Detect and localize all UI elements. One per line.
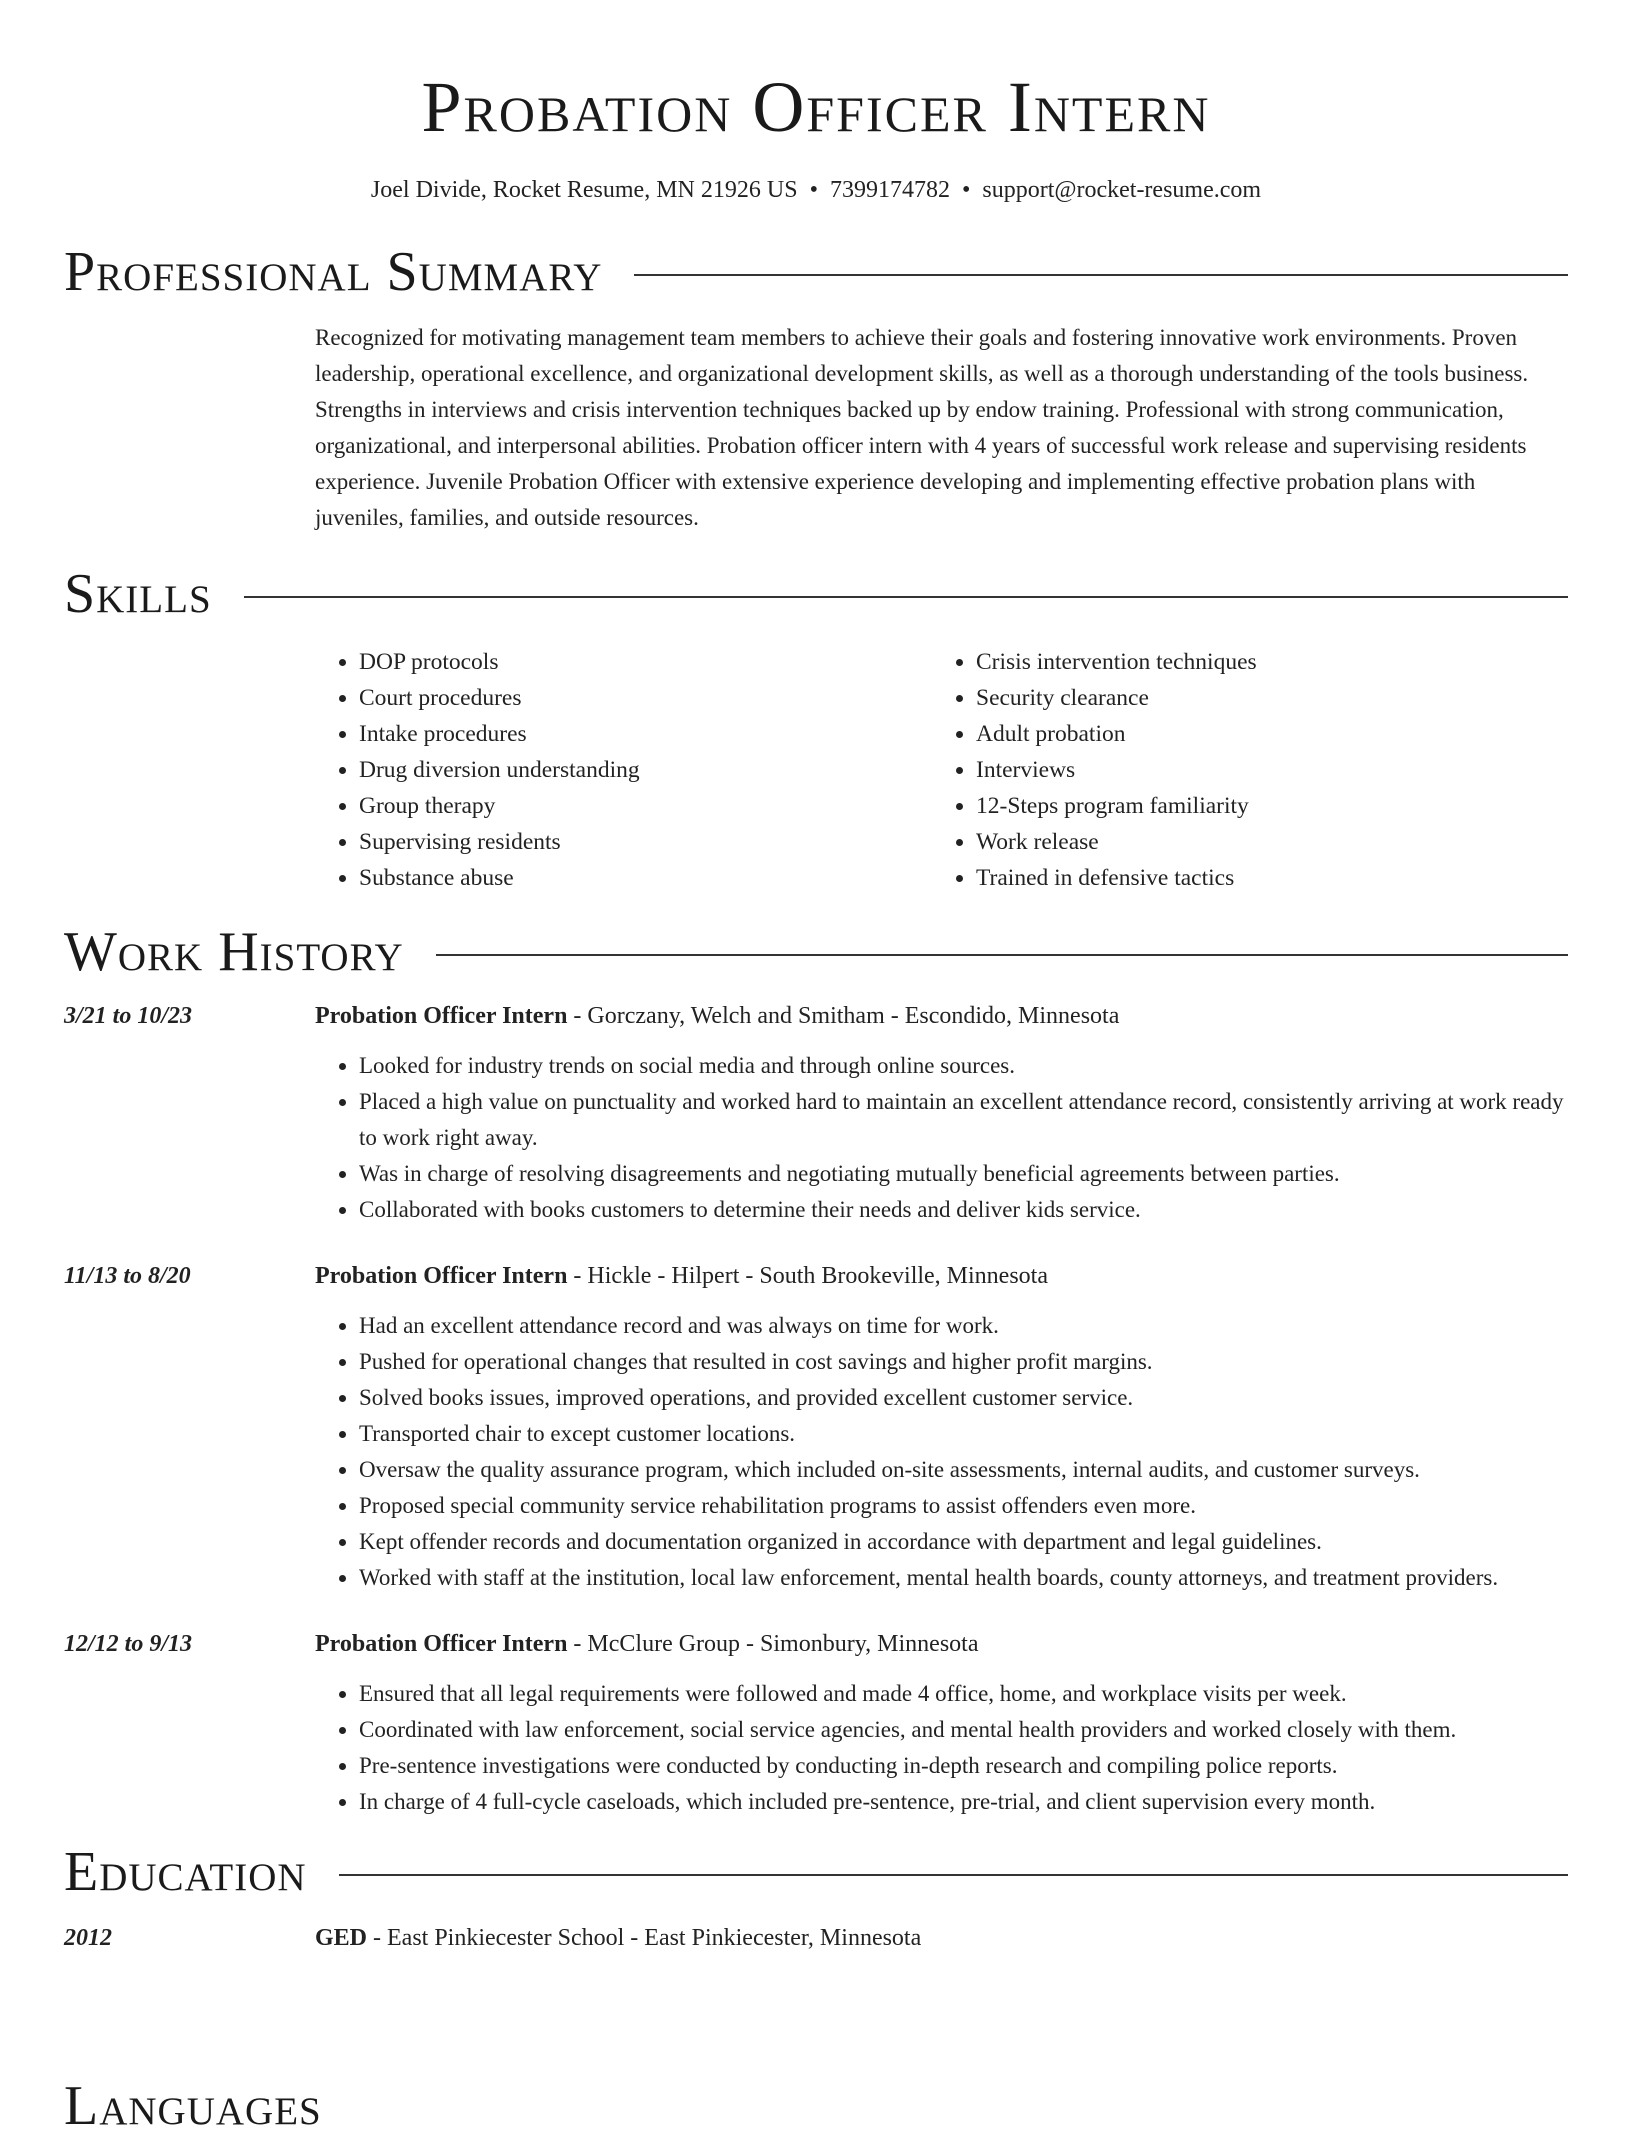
job-header [64,1000,1568,1032]
job-bullet: • Had an excellent attendance record and was always on time for work. [359,1308,1568,1344]
job-bullet: • Placed a high value on punctuality and worked hard to maintain an excellent attendance record, consistently arriving at work ready to work right away. [359,1084,1568,1156]
skill-item: • Security clearance [976,680,1549,716]
skill-item: • Substance abuse [359,860,932,896]
job-bullet: • Looked for industry trends on social media and through online sources. [359,1048,1568,1084]
job-bullet: • Transported chair to except customer locations. [359,1416,1568,1452]
education-line [315,1922,921,1954]
education-entry [64,1922,1568,1954]
skill-item: • Group therapy [359,788,932,824]
skills-column-left [315,644,932,896]
skill-item: • DOP protocols [359,644,932,680]
job-entry [64,1628,1568,1820]
skill-item: • Drug diversion understanding [359,752,932,788]
skill-item: • 12-Steps program familiarity [976,788,1549,824]
skills-list [315,644,1568,896]
job-bullet: • Kept offender records and documentation organized in accordance with department and legal guidelines. [359,1524,1568,1560]
skill-item: • Trained in defensive tactics [976,860,1549,896]
job-bullet: • Was in charge of resolving disagreements and negotiating mutually beneficial agreements between parties. [359,1156,1568,1192]
job-bullets [315,1676,1568,1820]
contact-phone: 7399174782 [829,177,950,203]
resume-title: Probation Officer Intern [421,67,1211,147]
job-title-line [315,1260,1048,1292]
section-divider [244,596,1568,598]
job-bullets [315,1308,1568,1596]
job-title: Probation Officer Intern [315,1631,568,1657]
contact-address: Joel Divide, Rocket Resume, MN 21926 US [370,177,798,203]
job-company: - Gorczany, Welch and Smitham - Escondido, Minnesota [567,1003,1120,1029]
job-bullets [315,1048,1568,1228]
section-divider [339,1874,1568,1876]
skill-item: • Interviews [976,752,1549,788]
skills-heading: Skills [64,563,212,625]
skill-item: • Crisis intervention techniques [976,644,1549,680]
contact-separator: • [809,177,818,203]
job-bullet: • Proposed special community service rehabilitation programs to assist offenders even more. [359,1488,1568,1524]
job-bullet: • In charge of 4 full-cycle caseloads, which included pre-sentence, pre-trial, and client supervision every month. [359,1784,1568,1820]
job-title: Probation Officer Intern [315,1263,568,1289]
job-bullet: • Pre-sentence investigations were conducted by conducting in-depth research and compiling police reports. [359,1748,1568,1784]
job-date: 11/13 to 8/20 [64,1263,191,1289]
contact-separator: • [961,177,971,203]
skill-item: • Work release [976,824,1549,860]
skills-column-right [932,644,1549,896]
section-divider [634,274,1568,276]
job-entry [64,1000,1568,1228]
education-year: 2012 [64,1925,112,1951]
job-header [64,1260,1568,1292]
job-entry [64,1260,1568,1596]
summary-text: Recognized for motivating management team members to achieve their goals and fostering innovative work environments. Proven leadership, operational excellence, and organizational development skills, as well as a thorough understanding of the tools business. Strengths in interviews and crisis intervention techniques backed up by endow training. Professional with strong communication, organizational, and interpersonal abilities. Probation officer intern with 4 years of successful work release and supervising residents experience. Juvenile Probation Officer with extensive experience developing and implementing effective probation plans with juveniles, families, and outside resources. [315,325,1529,530]
job-company: - Hickle - Hilpert - South Brookeville, Minnesota [567,1263,1048,1289]
section-divider [436,954,1568,956]
job-company: - McClure Group - Simonbury, Minnesota [567,1631,979,1657]
job-header [64,1628,1568,1660]
job-bullet: • Worked with staff at the institution, local law enforcement, mental health boards, county attorneys, and treatment providers. [359,1560,1568,1596]
education-heading: Education [64,1841,307,1903]
summary-section-header [64,242,1568,302]
job-bullet: • Ensured that all legal requirements were followed and made 4 office, home, and workplace visits per week. [359,1676,1568,1712]
skills-section-header [64,564,1568,624]
job-bullet: • Oversaw the quality assurance program, which included on-site assessments, internal audits, and customer surveys. [359,1452,1568,1488]
education-degree: GED [315,1925,368,1951]
job-title-line [315,1000,1119,1032]
skill-item: • Intake procedures [359,716,932,752]
work-section-header [64,922,1568,982]
job-bullet: • Solved books issues, improved operations, and provided excellent customer service. [359,1380,1568,1416]
summary-heading: Professional Summary [64,241,603,303]
skill-item: • Adult probation [976,716,1549,752]
job-title-line [315,1628,978,1660]
skill-item: • Court procedures [359,680,932,716]
resume-page [64,0,1568,2137]
skill-item: • Supervising residents [359,824,932,860]
job-bullet: • Pushed for operational changes that resulted in cost savings and higher profit margins. [359,1344,1568,1380]
contact-email[interactable]: support@rocket-resume.com [982,177,1262,203]
job-bullet: • Coordinated with law enforcement, social service agencies, and mental health providers and worked closely with them. [359,1712,1568,1748]
job-date: 12/12 to 9/13 [64,1631,193,1657]
education-section-header [64,1842,1568,1902]
languages-heading-partial: Languages [64,2075,322,2137]
job-bullet: • Collaborated with books customers to determine their needs and deliver kids service. [359,1192,1568,1228]
job-title: Probation Officer Intern [315,1003,568,1029]
education-school: - East Pinkiecester School - East Pinkiecester, Minnesota [367,1925,922,1951]
work-heading: Work History [64,921,404,983]
contact-line [64,174,1568,206]
job-date: 3/21 to 10/23 [64,1003,193,1029]
